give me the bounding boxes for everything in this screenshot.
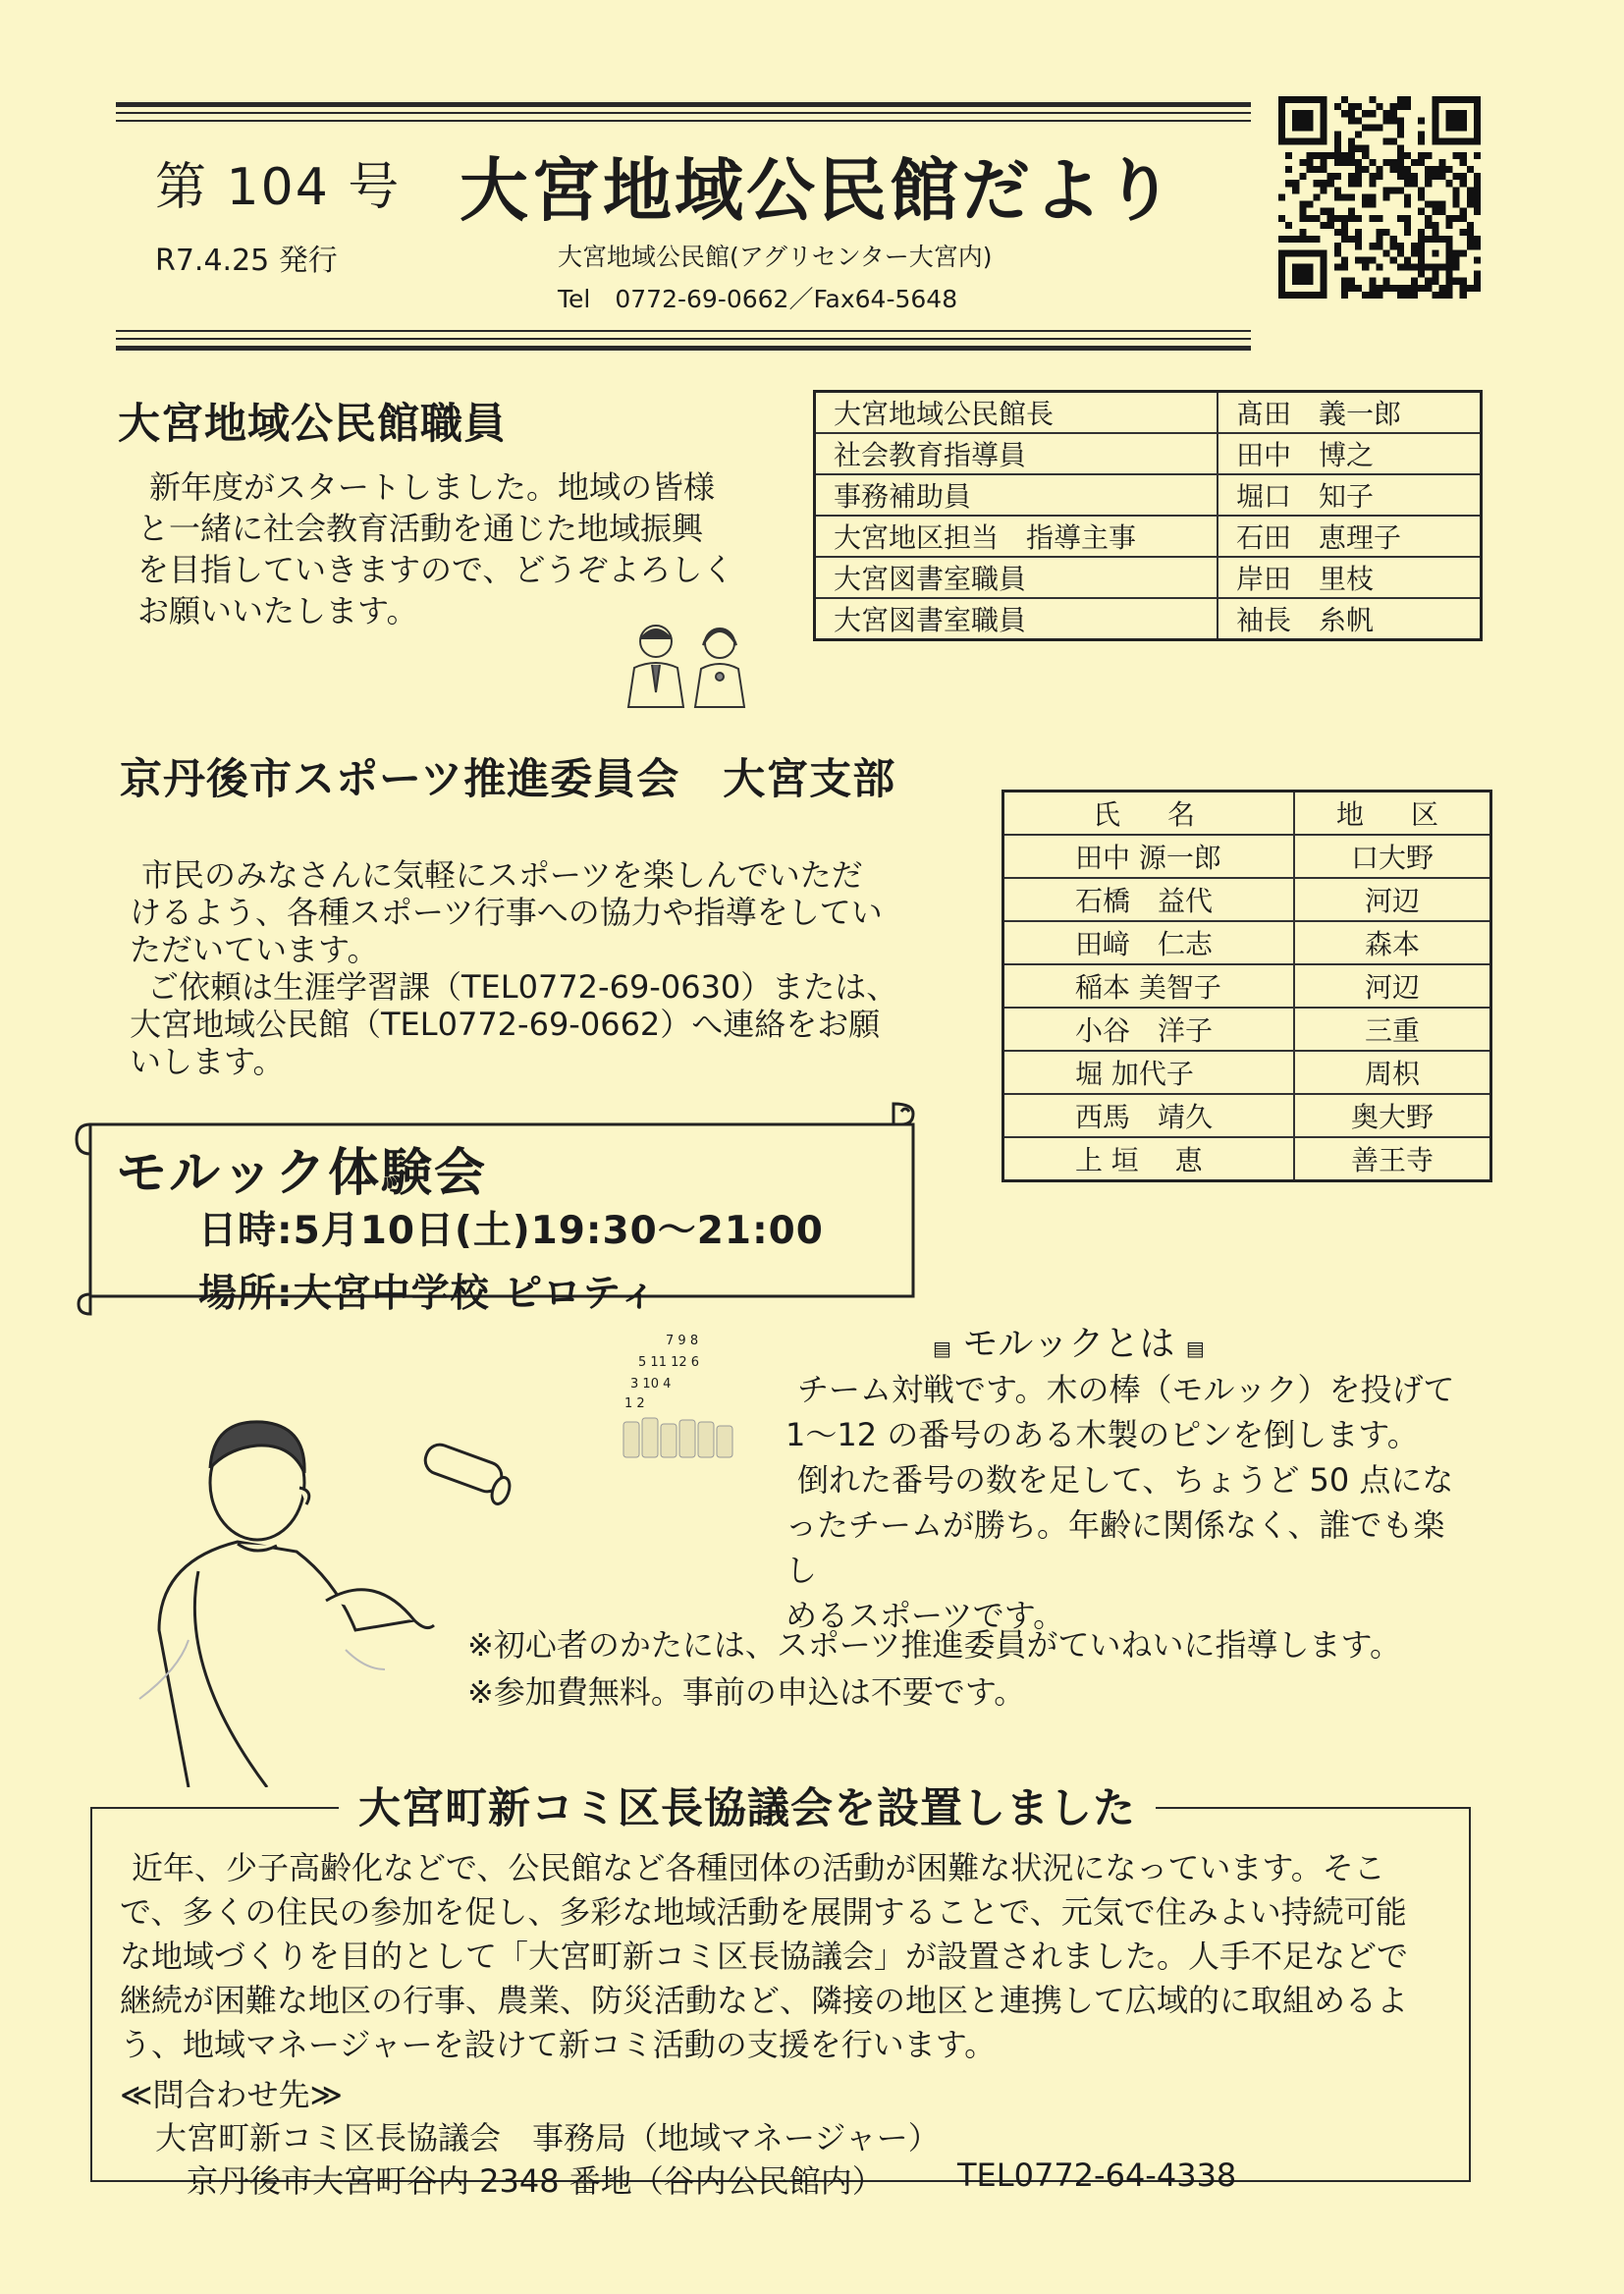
sports-intro (130, 856, 897, 1080)
square-bullet-icon: ▤ (1185, 1337, 1205, 1360)
member-area: 口大野 (1294, 835, 1491, 878)
notice-contact-label: ≪問合わせ先≫ (120, 2076, 344, 2113)
molkky-about-line: めるスポーツです。 (785, 1597, 1065, 1634)
pin-number: 11 (650, 1355, 667, 1370)
notice-contact-tel: TEL0772-64-4338 (957, 2157, 1237, 2194)
table-row (815, 474, 1482, 516)
table-row (815, 557, 1482, 598)
header-top-rule (116, 102, 1251, 107)
table-row (815, 392, 1482, 434)
sports-intro-line: けるよう、各種スポーツ行事への協力や指導をしてい (130, 894, 883, 931)
pin-number: 1 (624, 1396, 633, 1411)
table-row (815, 598, 1482, 640)
table-row (1003, 921, 1491, 964)
table-row (815, 433, 1482, 474)
staff-people-illustration (617, 614, 764, 712)
molkky-note-beginner: ※初心者のかたには、スポーツ推進委員がていねいに指導します。 (467, 1626, 1401, 1664)
member-area: 善王寺 (1294, 1137, 1491, 1181)
column-header-name: 氏 名 (1003, 792, 1295, 836)
member-area: 三重 (1294, 1008, 1491, 1051)
staff-role: 大宮地域公民館長 (815, 392, 1218, 434)
notice-body-line: う、地域マネージャーを設けて新コミ活動の支援を行います。 (120, 2026, 997, 2063)
staff-name: 袖長 糸帆 (1218, 598, 1482, 640)
member-name: 稲本 美智子 (1003, 964, 1295, 1008)
member-name: 田中 源一郎 (1003, 835, 1295, 878)
member-area: 周枳 (1294, 1051, 1491, 1094)
pin-number: 4 (663, 1377, 672, 1392)
molkky-about-line: 1～12 の番号のある木製のピンを倒します。 (785, 1416, 1419, 1453)
member-name: 石橋 益代 (1003, 878, 1295, 921)
staff-intro-line: を目指していきますので、どうぞよろしく (137, 551, 734, 588)
member-name: 堀 加代子 (1003, 1051, 1295, 1094)
staff-role: 大宮地区担当 指導主事 (815, 516, 1218, 557)
pin-number: 12 (671, 1355, 687, 1370)
table-row (1003, 1137, 1491, 1181)
molkky-datetime: 日時:5月10日(土)19:30～21:00 (198, 1209, 824, 1253)
table-row (1003, 1051, 1491, 1094)
molkky-thrower-illustration (120, 1375, 532, 1787)
header-bottom-rule-3 (116, 346, 1251, 351)
member-name: 小谷 洋子 (1003, 1008, 1295, 1051)
table-row (1003, 878, 1491, 921)
qr-code-icon[interactable] (1278, 96, 1481, 299)
staff-intro-line: お願いいたします。 (137, 592, 418, 629)
staff-section-title: 大宮地域公民館職員 (118, 400, 507, 449)
staff-role: 社会教育指導員 (815, 433, 1218, 474)
table-row (1003, 1008, 1491, 1051)
sports-intro-line: 大宮地域公民館（TEL0772-69-0662）へ連絡をお願 (130, 1006, 881, 1043)
publisher-address: 大宮地域公民館(アグリセンター大宮内) (558, 243, 993, 271)
pin-number: 9 (677, 1334, 686, 1348)
staff-role: 事務補助員 (815, 474, 1218, 516)
molkky-about-title: モルックとは (962, 1324, 1175, 1364)
header-top-rule-2 (116, 112, 1251, 114)
header-bottom-rule (116, 330, 1251, 332)
staff-name: 岸田 里枝 (1218, 557, 1482, 598)
molkky-place: 場所:大宮中学校 ピロティ (198, 1272, 659, 1316)
pin-number: 3 (630, 1377, 639, 1392)
notice-body-line: 近年、少子高齢化などで、公民館など各種団体の活動が困難な状況になっています。そこ (132, 1849, 1385, 1886)
member-area: 河辺 (1294, 878, 1491, 921)
member-name: 上 垣 恵 (1003, 1137, 1295, 1181)
square-bullet-icon: ▤ (933, 1337, 951, 1360)
notice-body-line: で、多くの住民の参加を促し、多彩な地域活動を展開することで、元気で住みよい持続可能 (120, 1893, 1407, 1931)
header-bottom-rule-2 (116, 338, 1251, 340)
notice-contact-org: 大宮町新コミ区長協議会 事務局（地域マネージャー） (155, 2119, 940, 2157)
staff-intro-line: と一緒に社会教育活動を通じた地域振興 (137, 510, 704, 547)
member-name: 田﨑 仁志 (1003, 921, 1295, 964)
newsletter-title: 大宮地域公民館だより (460, 150, 1176, 231)
staff-role: 大宮図書室職員 (815, 598, 1218, 640)
molkky-note-free: ※参加費無料。事前の申込は不要です。 (467, 1673, 1026, 1711)
sports-committee-table (1001, 790, 1492, 1182)
member-area: 奥大野 (1294, 1094, 1491, 1137)
pin-number: 5 (638, 1355, 647, 1370)
issue-number: 第 104 号 (155, 158, 402, 217)
issue-date: R7.4.25 発行 (155, 244, 338, 278)
staff-table (813, 390, 1483, 641)
sports-intro-line: いします。 (130, 1043, 285, 1080)
notice-contact-address: 京丹後市大宮町谷内 2348 番地（谷内公民館内） (187, 2162, 884, 2200)
molkky-about-line: チーム対戦です。木の棒（モルック）を投げて (797, 1371, 1455, 1408)
molkky-about-line: 倒れた番号の数を足して、ちょうど 50 点にな (797, 1461, 1454, 1499)
molkky-about-line: ったチームが勝ち。年齢に関係なく、誰でも楽し (785, 1506, 1445, 1589)
pin-number: 8 (689, 1334, 699, 1348)
table-row (1003, 835, 1491, 878)
staff-name: 堀口 知子 (1218, 474, 1482, 516)
notice-body-line: な地域づくりを目的として「大宮町新コミ区長協議会」が設置されました。人手不足などで (120, 1938, 1409, 1975)
sports-intro-line: ご依頼は生涯学習課（TEL0772-69-0630）または、 (147, 968, 898, 1006)
member-area: 森本 (1294, 921, 1491, 964)
header-top-rule-3 (116, 120, 1251, 122)
table-row (1003, 964, 1491, 1008)
table-row (815, 516, 1482, 557)
molkky-about-heading (933, 1316, 1205, 1366)
staff-name: 石田 恵理子 (1218, 516, 1482, 557)
publisher-contact: Tel 0772-69-0662／Fax64-5648 (558, 285, 958, 313)
member-area: 河辺 (1294, 964, 1491, 1008)
molkky-about-body (785, 1367, 1473, 1638)
sports-section-title: 京丹後市スポーツ推進委員会 大宮支部 (120, 755, 896, 804)
pin-number: 2 (636, 1396, 645, 1411)
sports-intro-line: ただいています。 (130, 931, 379, 968)
pin-number: 6 (690, 1355, 700, 1370)
table-header-row (1003, 792, 1491, 836)
staff-name: 田中 博之 (1218, 433, 1482, 474)
sports-intro-line: 市民のみなさんに気軽にスポーツを楽しんでいただ (141, 856, 863, 894)
pin-number: 7 (666, 1334, 675, 1348)
staff-role: 大宮図書室職員 (815, 557, 1218, 598)
member-name: 西馬 靖久 (1003, 1094, 1295, 1137)
notice-title: 大宮町新コミ区長協議会を設置しました (339, 1775, 1156, 1835)
molkky-pins-illustration (609, 1334, 746, 1461)
staff-intro (137, 466, 733, 631)
staff-name: 髙田 義一郎 (1218, 392, 1482, 434)
notice-body (120, 1846, 1455, 2067)
column-header-area: 地 区 (1294, 792, 1491, 836)
notice-body-line: 継続が困難な地区の行事、農業、防災活動など、隣接の地区と連携して広域的に取組めるよ (120, 1982, 1409, 2019)
pin-number: 10 (642, 1377, 659, 1392)
staff-intro-line: 新年度がスタートしました。地域の皆様 (149, 468, 716, 506)
molkky-event-title: モルック体験会 (116, 1144, 488, 1203)
pins-icon (619, 1412, 736, 1461)
table-row (1003, 1094, 1491, 1137)
